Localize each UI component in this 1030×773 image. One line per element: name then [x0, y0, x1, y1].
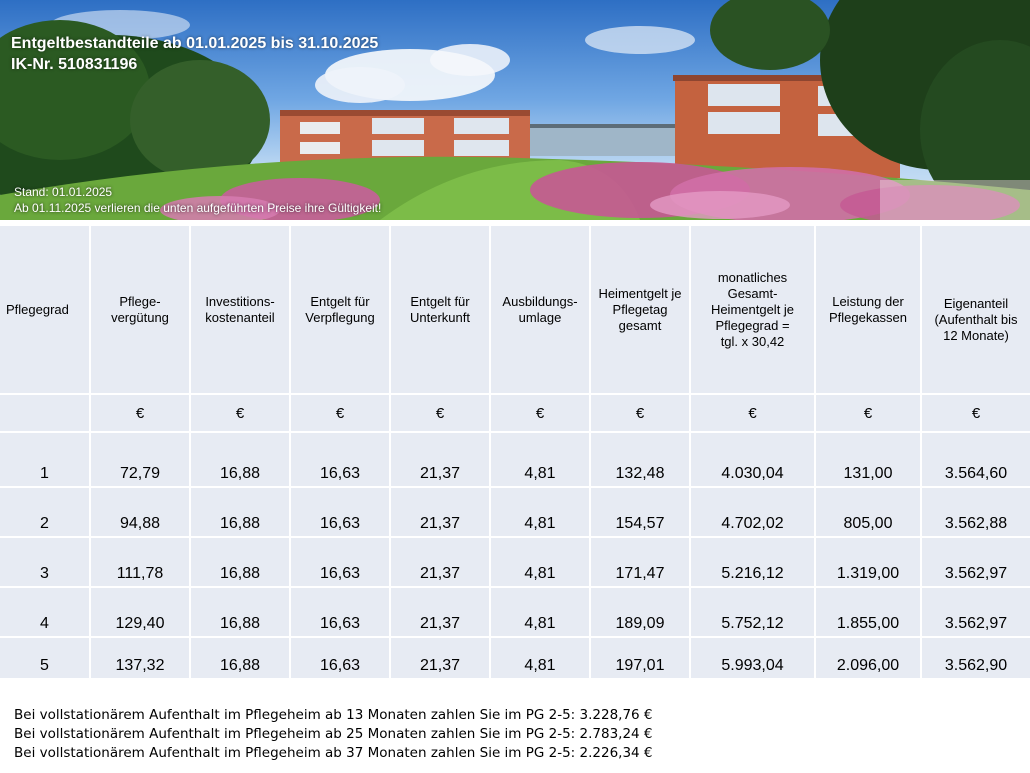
cell-value: 4.702,02 [690, 487, 815, 537]
stand-date: Stand: 01.01.2025 [14, 185, 113, 199]
cell-value: 4,81 [490, 487, 590, 537]
cell-pflegegrad: 2 [0, 487, 90, 537]
footnote-25-months: Bei vollstationärem Aufenthalt im Pflegeheim ab 25 Monaten zahlen Sie im PG 2-5: 2.783,24 € [14, 726, 653, 742]
header-ausbildungsumlage: Ausbildungs- umlage [490, 226, 590, 394]
unit-row [0, 394, 1030, 432]
cell-value: 16,88 [190, 637, 290, 679]
table-row [0, 537, 1030, 587]
table-row [0, 432, 1030, 487]
cell-value: 94,88 [90, 487, 190, 537]
cell-value: 4,81 [490, 432, 590, 487]
unit-cell [0, 394, 90, 432]
banner-stand-info [14, 184, 381, 216]
unit-cell: € [190, 394, 290, 432]
cell-value: 154,57 [590, 487, 690, 537]
cell-value: 21,37 [390, 637, 490, 679]
header-unterkunft: Entgelt für Unterkunft [390, 226, 490, 394]
cell-value: 4,81 [490, 637, 590, 679]
table-row [0, 637, 1030, 679]
header-pflegekassen: Leistung der Pflegekassen [815, 226, 921, 394]
cell-value: 3.562,90 [921, 637, 1030, 679]
cell-value: 21,37 [390, 487, 490, 537]
cell-value: 16,88 [190, 487, 290, 537]
cell-value: 171,47 [590, 537, 690, 587]
banner-title-line1: Entgeltbestandteile ab 01.01.2025 bis 31.10.2025 [11, 35, 379, 52]
cell-value: 21,37 [390, 432, 490, 487]
footnote-13-months: Bei vollstationärem Aufenthalt im Pflegeheim ab 13 Monaten zahlen Sie im PG 2-5: 3.228,76 € [14, 707, 653, 723]
unit-cell: € [690, 394, 815, 432]
unit-cell: € [815, 394, 921, 432]
header-monatlich-gesamt: monatliches Gesamt- Heimentgelt je Pflegegrad = tgl. x 30,42 [690, 226, 815, 394]
cell-value: 189,09 [590, 587, 690, 637]
unit-cell: € [390, 394, 490, 432]
cell-pflegegrad: 4 [0, 587, 90, 637]
cell-value: 3.564,60 [921, 432, 1030, 487]
header-heimentgelt-tag: Heimentgelt je Pflegetag gesamt [590, 226, 690, 394]
validity-notice: Ab 01.11.2025 verlieren die unten aufgeführten Preise ihre Gültigkeit! [14, 201, 382, 215]
cell-value: 5.752,12 [690, 587, 815, 637]
table-row [0, 587, 1030, 637]
cell-value: 3.562,88 [921, 487, 1030, 537]
cell-value: 4.030,04 [690, 432, 815, 487]
cell-value: 16,63 [290, 432, 390, 487]
cell-value: 16,63 [290, 537, 390, 587]
cell-value: 137,32 [90, 637, 190, 679]
cell-value: 72,79 [90, 432, 190, 487]
cell-pflegegrad: 3 [0, 537, 90, 587]
unit-cell: € [290, 394, 390, 432]
banner-title [11, 33, 378, 75]
cell-value: 2.096,00 [815, 637, 921, 679]
price-table [0, 226, 1030, 680]
unit-cell: € [490, 394, 590, 432]
cell-value: 197,01 [590, 637, 690, 679]
footnote-37-months: Bei vollstationärem Aufenthalt im Pflegeheim ab 37 Monaten zahlen Sie im PG 2-5: 2.226,34 € [14, 745, 653, 761]
cell-value: 16,88 [190, 537, 290, 587]
cell-value: 1.855,00 [815, 587, 921, 637]
banner-ik-number: IK-Nr. 510831196 [11, 56, 138, 73]
header-row [0, 226, 1030, 394]
cell-value: 111,78 [90, 537, 190, 587]
unit-cell: € [90, 394, 190, 432]
cell-value: 16,63 [290, 637, 390, 679]
cell-pflegegrad: 1 [0, 432, 90, 487]
cell-value: 805,00 [815, 487, 921, 537]
header-eigenanteil: Eigenanteil (Aufenthalt bis 12 Monate) [921, 226, 1030, 394]
cell-value: 5.993,04 [690, 637, 815, 679]
cell-value: 3.562,97 [921, 587, 1030, 637]
cell-value: 16,88 [190, 587, 290, 637]
table-row [0, 487, 1030, 537]
header-verpflegung: Entgelt für Verpflegung [290, 226, 390, 394]
unit-cell: € [921, 394, 1030, 432]
header-pflegeverguetung: Pflege- vergütung [90, 226, 190, 394]
header-banner [0, 0, 1030, 220]
header-investitionskosten: Investitions- kostenanteil [190, 226, 290, 394]
cell-value: 5.216,12 [690, 537, 815, 587]
cell-value: 21,37 [390, 587, 490, 637]
cell-pflegegrad: 5 [0, 637, 90, 679]
cell-value: 16,63 [290, 587, 390, 637]
cell-value: 16,88 [190, 432, 290, 487]
header-pflegegrad: Pflegegrad [0, 226, 90, 394]
cell-value: 131,00 [815, 432, 921, 487]
footnotes [14, 706, 653, 763]
cell-value: 1.319,00 [815, 537, 921, 587]
cell-value: 21,37 [390, 537, 490, 587]
cell-value: 4,81 [490, 537, 590, 587]
cell-value: 3.562,97 [921, 537, 1030, 587]
cell-value: 129,40 [90, 587, 190, 637]
cell-value: 132,48 [590, 432, 690, 487]
unit-cell: € [590, 394, 690, 432]
cell-value: 16,63 [290, 487, 390, 537]
cell-value: 4,81 [490, 587, 590, 637]
